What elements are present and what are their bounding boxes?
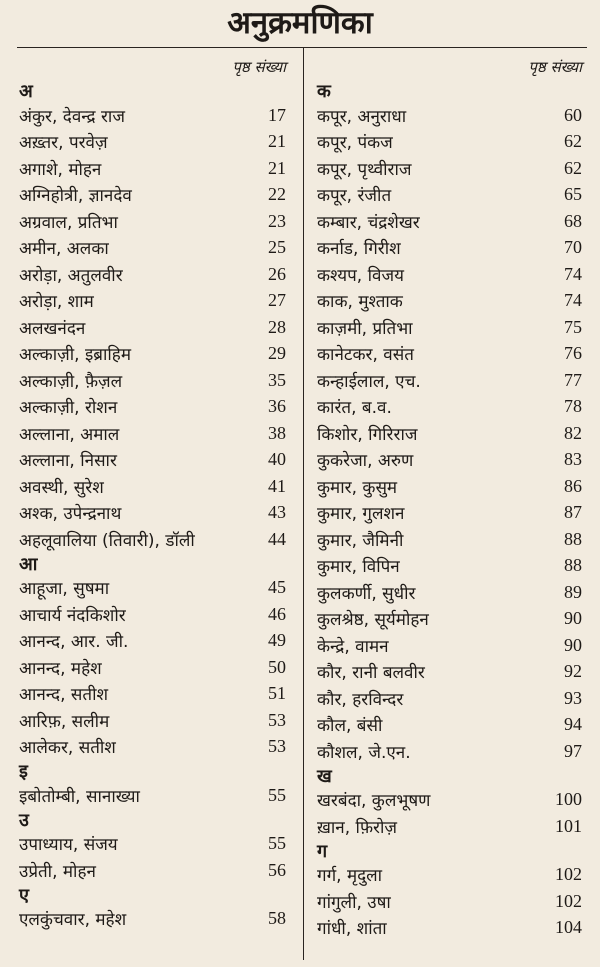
entry-page-number: 76 [564, 343, 582, 364]
entry-page-number: 41 [268, 475, 286, 496]
section-letter: इ [19, 761, 28, 782]
entry-name: कौर, रानी बलवीर [317, 663, 425, 684]
index-entry [317, 579, 582, 606]
index-entry [19, 906, 286, 933]
entry-page-number: 100 [555, 789, 582, 810]
entry-page-number: 89 [564, 581, 582, 602]
column-divider [303, 48, 304, 960]
entry-page-number: 60 [564, 104, 582, 125]
index-entry [317, 182, 582, 209]
entry-name: किशोर, गिरिराज [317, 424, 418, 445]
index-entry [317, 288, 582, 315]
entry-name: काज़मी, प्रतिभा [317, 318, 413, 339]
entry-name: कपूर, पंकज [317, 133, 393, 154]
entry-page-number: 88 [564, 555, 582, 576]
entry-page-number: 55 [268, 784, 286, 805]
entry-name: कौर, हरविन्दर [317, 689, 404, 710]
entry-page-number: 28 [268, 316, 286, 337]
entry-name: आनन्द, महेश [19, 658, 102, 679]
index-entry [317, 787, 582, 814]
entry-name: अल्लाना, निसार [19, 451, 117, 472]
entry-page-number: 87 [564, 502, 582, 523]
index-entry [317, 420, 582, 447]
entry-name: गांधी, शांता [317, 919, 387, 940]
entry-page-number: 21 [268, 157, 286, 178]
index-column-right [317, 54, 582, 941]
entry-page-number: 74 [564, 263, 582, 284]
entry-name: अग्रवाल, प्रतिभा [19, 212, 118, 233]
entry-page-number: 77 [564, 369, 582, 390]
entry-name: अल्काज़ी, फ़ैज़ल [19, 371, 123, 392]
entry-page-number: 17 [268, 104, 286, 125]
index-entry [317, 659, 582, 686]
index-entry [19, 500, 286, 527]
index-entry [317, 341, 582, 368]
entry-name: कौशल, जे.एन. [317, 742, 411, 763]
index-entry [19, 857, 286, 884]
entry-page-number: 25 [268, 237, 286, 258]
entry-name: कुलश्रेष्ठ, सूर्यमोहन [317, 610, 429, 631]
entry-page-number: 45 [268, 577, 286, 598]
entry-name: अवस्थी, सुरेश [19, 477, 104, 498]
entry-page-number: 53 [268, 736, 286, 757]
entry-name: कन्हाईलाल, एच. [317, 371, 421, 392]
index-entry [19, 102, 286, 129]
entry-name: अमीन, अलका [19, 239, 109, 260]
entry-name: कारंत, ब.व. [317, 398, 392, 419]
index-entry [317, 155, 582, 182]
entry-name: केन्द्रे, वामन [317, 636, 389, 657]
entry-name: अगाशे, मोहन [19, 159, 102, 180]
index-entry [19, 341, 286, 368]
section-letter: क [317, 81, 331, 102]
entry-name: खरबंदा, कुलभूषण [317, 791, 431, 812]
index-entry [317, 235, 582, 262]
entry-page-number: 40 [268, 449, 286, 470]
entry-name: अरोड़ा, शाम [19, 292, 94, 313]
entry-name: कश्यप, विजय [317, 265, 404, 286]
entry-name: अरोड़ा, अतुलवीर [19, 265, 123, 286]
index-entry [19, 526, 286, 553]
index-entry [317, 447, 582, 474]
entry-page-number: 86 [564, 475, 582, 496]
entry-name: कुमार, गुलशन [317, 504, 405, 525]
index-entry [317, 738, 582, 765]
entry-page-number: 78 [564, 396, 582, 417]
index-entry [19, 734, 286, 761]
entry-page-number: 36 [268, 396, 286, 417]
entry-name: आनन्द, सतीश [19, 685, 109, 706]
section-letter: आ [19, 553, 38, 575]
entry-name: कुमार, जैमिनी [317, 530, 404, 551]
entry-page-number: 65 [564, 184, 582, 205]
entry-page-number: 53 [268, 709, 286, 730]
index-entry [317, 314, 582, 341]
entry-name: एलकुंचवार, महेश [19, 910, 127, 931]
entry-name: कपूर, पृथ्वीराज [317, 159, 412, 180]
entry-page-number: 62 [564, 157, 582, 178]
index-entry [19, 394, 286, 421]
entry-name: अश्क, उपेन्द्रनाथ [19, 504, 122, 525]
entry-name: कपूर, अनुराधा [317, 106, 407, 127]
index-entry [317, 208, 582, 235]
entry-name: कपूर, रंजीत [317, 186, 392, 207]
entry-name: आहूजा, सुषमा [19, 579, 110, 600]
entry-name: गांगुली, उषा [317, 892, 391, 913]
entry-page-number: 90 [564, 634, 582, 655]
entry-page-number: 90 [564, 608, 582, 629]
index-entry [19, 367, 286, 394]
index-entry [317, 553, 582, 580]
index-entry [19, 261, 286, 288]
entry-page-number: 94 [564, 714, 582, 735]
index-entry [19, 182, 286, 209]
index-entry [317, 526, 582, 553]
entry-page-number: 44 [268, 528, 286, 549]
entry-page-number: 58 [268, 908, 286, 929]
entry-page-number: 38 [268, 422, 286, 443]
entry-page-number: 83 [564, 449, 582, 470]
section-letter: अ [19, 81, 33, 102]
entry-page-number: 55 [268, 833, 286, 854]
section-letter: ए [19, 884, 29, 906]
index-entry [317, 813, 582, 840]
entry-page-number: 27 [268, 290, 286, 311]
entry-name: अहलूवालिया (तिवारी), डॉली [19, 530, 195, 551]
index-entry [317, 888, 582, 915]
index-entry [19, 473, 286, 500]
index-column-left [19, 54, 286, 932]
entry-name: अग्निहोत्री, ज्ञानदेव [19, 186, 132, 207]
entry-page-number: 93 [564, 687, 582, 708]
title-rule [17, 47, 587, 48]
entry-name: आनन्द, आर. जी. [19, 632, 129, 653]
entry-page-number: 104 [555, 917, 582, 938]
entry-page-number: 70 [564, 237, 582, 258]
index-entry [19, 681, 286, 708]
entry-page-number: 82 [564, 422, 582, 443]
index-entry [317, 915, 582, 942]
entry-page-number: 35 [268, 369, 286, 390]
index-entry [19, 831, 286, 858]
entry-name: अख़्तर, परवेज़ [19, 133, 108, 154]
entry-page-number: 92 [564, 661, 582, 682]
index-entry [19, 628, 286, 655]
entry-page-number: 26 [268, 263, 286, 284]
entry-page-number: 29 [268, 343, 286, 364]
index-entry [317, 685, 582, 712]
entry-name: अल्लाना, अमाल [19, 424, 120, 445]
entry-name: उप्रेती, मोहन [19, 861, 96, 882]
index-entry [19, 314, 286, 341]
page-title: अनुक्रमणिका [227, 5, 373, 41]
index-entry [19, 235, 286, 262]
index-entry [317, 862, 582, 889]
entry-name: अंकुर, देवन्द्र राज [19, 106, 125, 127]
entry-name: अल्काज़ी, रोशन [19, 398, 118, 419]
index-entry [19, 782, 286, 809]
index-entry [19, 208, 286, 235]
index-entry [317, 500, 582, 527]
entry-name: ख़ान, फ़िरोज़ [317, 817, 398, 838]
entry-name: कौल, बंसी [317, 716, 383, 737]
index-entry [317, 394, 582, 421]
index-entry [19, 575, 286, 602]
section-letter: ख [317, 765, 332, 787]
entry-page-number: 23 [268, 210, 286, 231]
entry-page-number: 51 [268, 683, 286, 704]
index-entry [317, 261, 582, 288]
entry-name: आलेकर, सतीश [19, 738, 116, 759]
index-entry [317, 712, 582, 739]
index-entry [317, 473, 582, 500]
index-entry [317, 606, 582, 633]
entry-page-number: 75 [564, 316, 582, 337]
entry-name: इबोतोम्बी, सानाख्या [19, 786, 140, 807]
index-entry [317, 367, 582, 394]
entry-name: कुकरेजा, अरुण [317, 451, 414, 472]
entry-name: कुलकर्णी, सुधीर [317, 583, 416, 604]
section-letter: उ [19, 809, 29, 831]
entry-page-number: 88 [564, 528, 582, 549]
index-entry [19, 155, 286, 182]
entry-page-number: 62 [564, 131, 582, 152]
entry-page-number: 97 [564, 740, 582, 761]
entry-page-number: 46 [268, 603, 286, 624]
entry-page-number: 49 [268, 630, 286, 651]
entry-name: काक, मुश्ताक [317, 292, 403, 313]
entry-page-number: 22 [268, 184, 286, 205]
index-entry [317, 632, 582, 659]
index-entry [19, 288, 286, 315]
index-entry [317, 102, 582, 129]
page-number-header: पृष्ठ संख्या [528, 58, 582, 76]
entry-name: अलखनंदन [19, 318, 86, 339]
entry-name: अल्काज़ी, इब्राहिम [19, 345, 131, 366]
index-entry [19, 654, 286, 681]
entry-page-number: 74 [564, 290, 582, 311]
entry-name: आरिफ़, सलीम [19, 711, 110, 732]
entry-name: कानेटकर, वसंत [317, 345, 414, 366]
entry-page-number: 56 [268, 859, 286, 880]
index-entry [19, 447, 286, 474]
entry-name: उपाध्याय, संजय [19, 835, 118, 856]
index-entry [19, 601, 286, 628]
entry-page-number: 68 [564, 210, 582, 231]
entry-name: कुमार, कुसुम [317, 477, 398, 498]
index-entry [19, 420, 286, 447]
entry-page-number: 21 [268, 131, 286, 152]
page-number-header: पृष्ठ संख्या [232, 58, 286, 76]
entry-page-number: 102 [555, 864, 582, 885]
entry-name: गर्ग, मृदुला [317, 866, 383, 887]
index-entry [19, 129, 286, 156]
entry-name: आचार्य नंदकिशोर [19, 605, 126, 626]
entry-page-number: 43 [268, 502, 286, 523]
index-entry [317, 129, 582, 156]
entry-name: कम्बार, चंद्रशेखर [317, 212, 420, 233]
entry-page-number: 102 [555, 890, 582, 911]
section-letter: ग [317, 840, 328, 862]
entry-page-number: 101 [555, 815, 582, 836]
entry-name: कुमार, विपिन [317, 557, 400, 578]
entry-page-number: 50 [268, 656, 286, 677]
index-entry [19, 707, 286, 734]
entry-name: कर्नाड, गिरीश [317, 239, 401, 260]
